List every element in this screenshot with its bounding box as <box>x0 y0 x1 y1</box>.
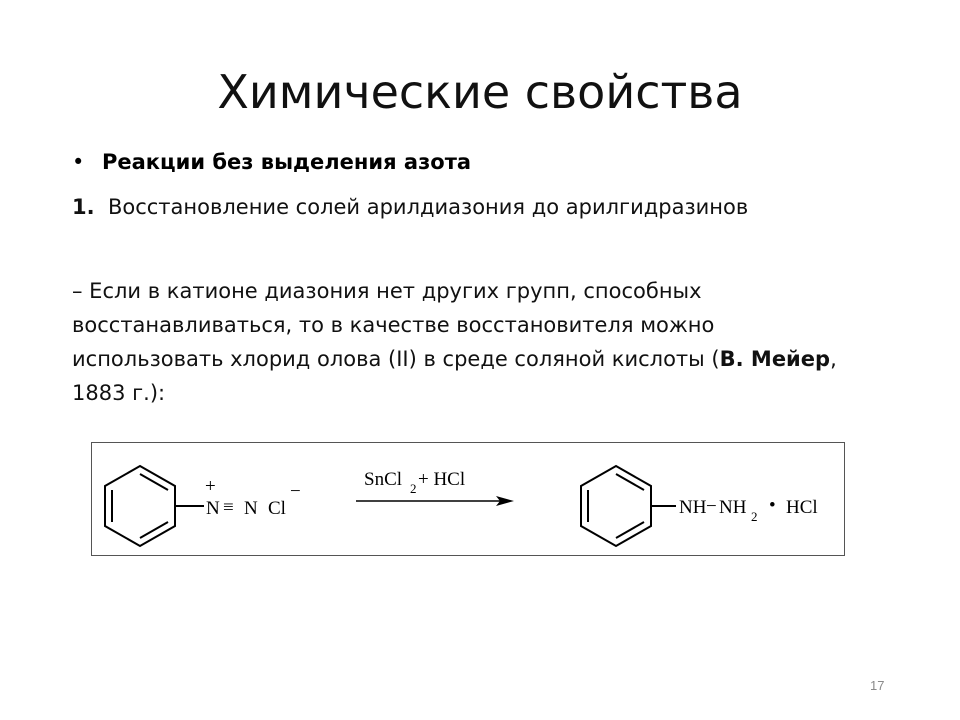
description-year: , 1883 г.): <box>72 347 837 405</box>
product-benzene-ring <box>581 466 676 546</box>
product-nh: NH <box>679 497 707 518</box>
anion-charge: − <box>290 481 301 502</box>
reaction-arrow <box>356 496 514 506</box>
product-hcl: HCl <box>786 497 818 518</box>
reagent-hcl: + HCl <box>418 469 466 490</box>
bullet-text: Реакции без выделения азота <box>102 150 472 174</box>
item-paragraph <box>72 190 872 224</box>
chloride-anion: Cl <box>268 498 286 519</box>
description-paragraph <box>72 274 872 410</box>
item-number: 1. <box>72 195 95 219</box>
bullet-item <box>72 146 471 178</box>
description-text: – Если в катионе диазония нет других групп, способных восстанавливаться, то в качестве восстановителя можно использовать хлорид олова (II) в среде соляной кислоты ( <box>72 279 720 371</box>
slide-title: Химические свойства <box>217 65 743 119</box>
reagent-sncl: SnCl <box>364 469 403 490</box>
reactant-charge: + <box>205 476 216 497</box>
product-dot: • <box>769 495 776 516</box>
reactant-nitrogen-2: N <box>244 498 258 519</box>
product-subscript: 2 <box>751 509 758 524</box>
reaction-scheme-svg <box>92 443 844 555</box>
page-number: 17 <box>870 678 885 693</box>
author-name: В. Мейер <box>719 347 831 371</box>
triple-bond-symbol: ≡ <box>223 497 234 518</box>
reactant-benzene-ring <box>105 466 204 546</box>
product-bond: − <box>706 496 717 517</box>
product-nh2: NH <box>719 497 747 518</box>
bullet-dot: • <box>72 150 85 174</box>
item-text: Восстановление солей арилдиазония до арилгидразинов <box>107 195 749 219</box>
reactant-nitrogen-1: N <box>206 498 220 519</box>
reagent-subscript: 2 <box>410 481 417 496</box>
reaction-scheme <box>91 442 845 556</box>
